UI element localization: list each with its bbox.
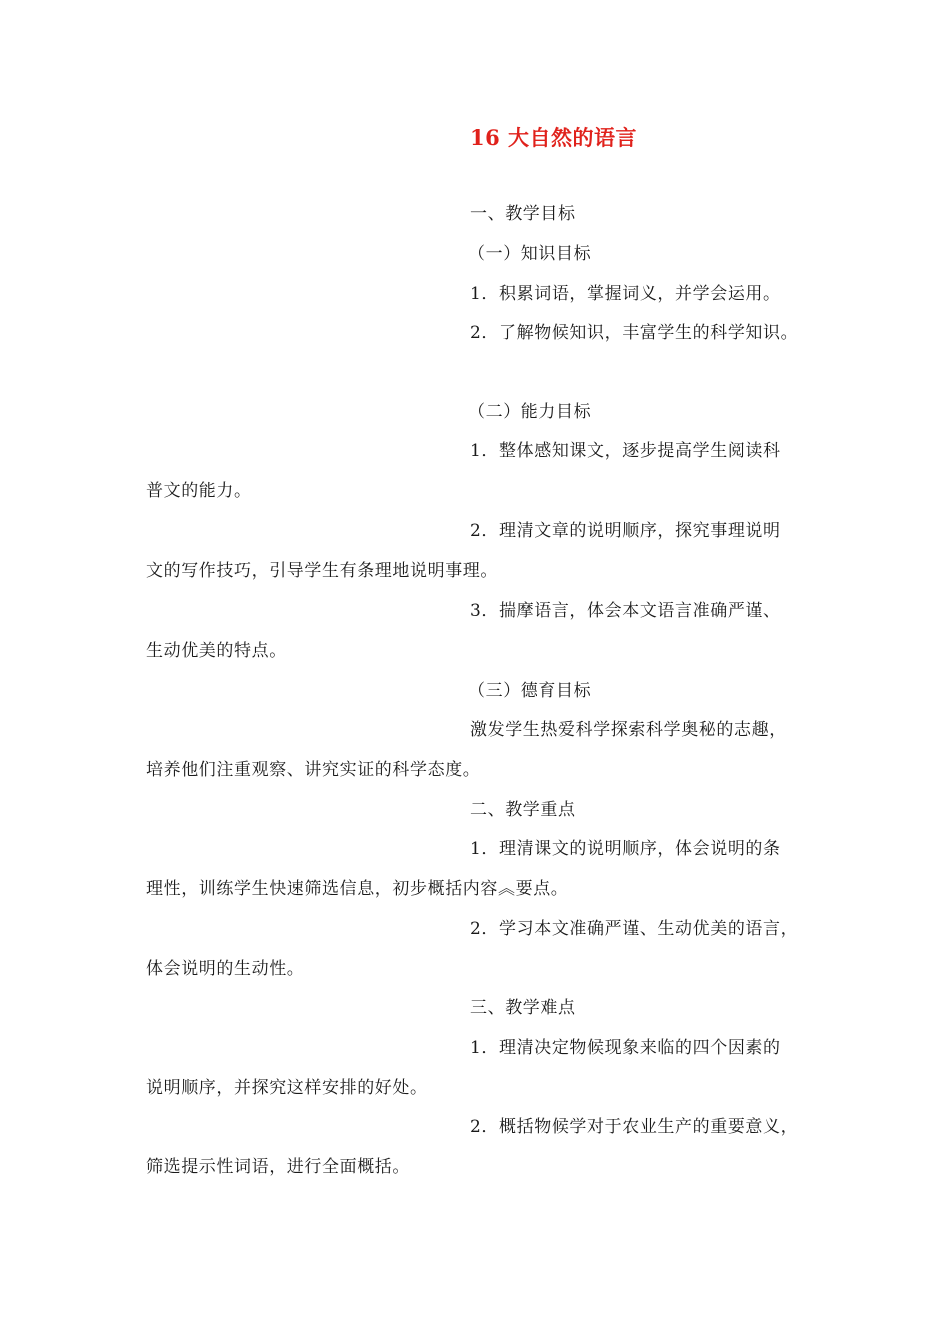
key-point-1-line-2: 理性，训练学生快速筛选信息，初步概括内容︽要点。 [146,879,569,899]
subheading-moral: （三）德育目标 [468,681,592,701]
difficulty-2-line-2: 筛选提示性词语，进行全面概括。 [146,1157,410,1177]
knowledge-item-1: 1．积累词语，掌握词义，并学会运用。 [470,284,781,304]
ability-item-3-line-2: 生动优美的特点。 [146,641,287,661]
subheading-ability: （二）能力目标 [468,402,592,422]
key-point-1-line-1: 1．理清课文的说明顺序，体会说明的条 [470,839,781,859]
key-point-2-line-1: 2．学习本文准确严谨、生动优美的语言， [470,919,799,939]
difficulty-1-line-1: 1．理清决定物候现象来临的四个因素的 [470,1038,781,1058]
ability-item-2-line-2: 文的写作技巧，引导学生有条理地说明事理。 [146,561,498,581]
difficulty-2-line-1: 2．概括物候学对于农业生产的重要意义， [470,1117,799,1137]
moral-text-line-1: 激发学生热爱科学探索科学奥秘的志趣， [470,720,787,740]
subheading-knowledge: （一）知识目标 [468,244,592,264]
section-heading-objectives: 一、教学目标 [470,204,576,224]
ability-item-2-line-1: 2．理清文章的说明顺序，探究事理说明 [470,521,781,541]
ability-item-1-line-2: 普文的能力。 [146,481,252,501]
ability-item-1-line-1: 1．整体感知课文，逐步提高学生阅读科 [470,441,781,461]
document-title: 16 大自然的语言 [470,125,638,150]
ability-item-3-line-1: 3．揣摩语言，体会本文语言准确严谨、 [470,601,781,621]
moral-text-line-2: 培养他们注重观察、讲究实证的科学态度。 [146,760,481,780]
key-point-2-line-2: 体会说明的生动性。 [146,959,305,979]
section-heading-difficulties: 三、教学难点 [470,998,576,1018]
difficulty-1-line-2: 说明顺序，并探究这样安排的好处。 [146,1078,428,1098]
section-heading-key-points: 二、教学重点 [470,800,576,820]
knowledge-item-2: 2．了解物候知识，丰富学生的科学知识。 [470,323,799,343]
